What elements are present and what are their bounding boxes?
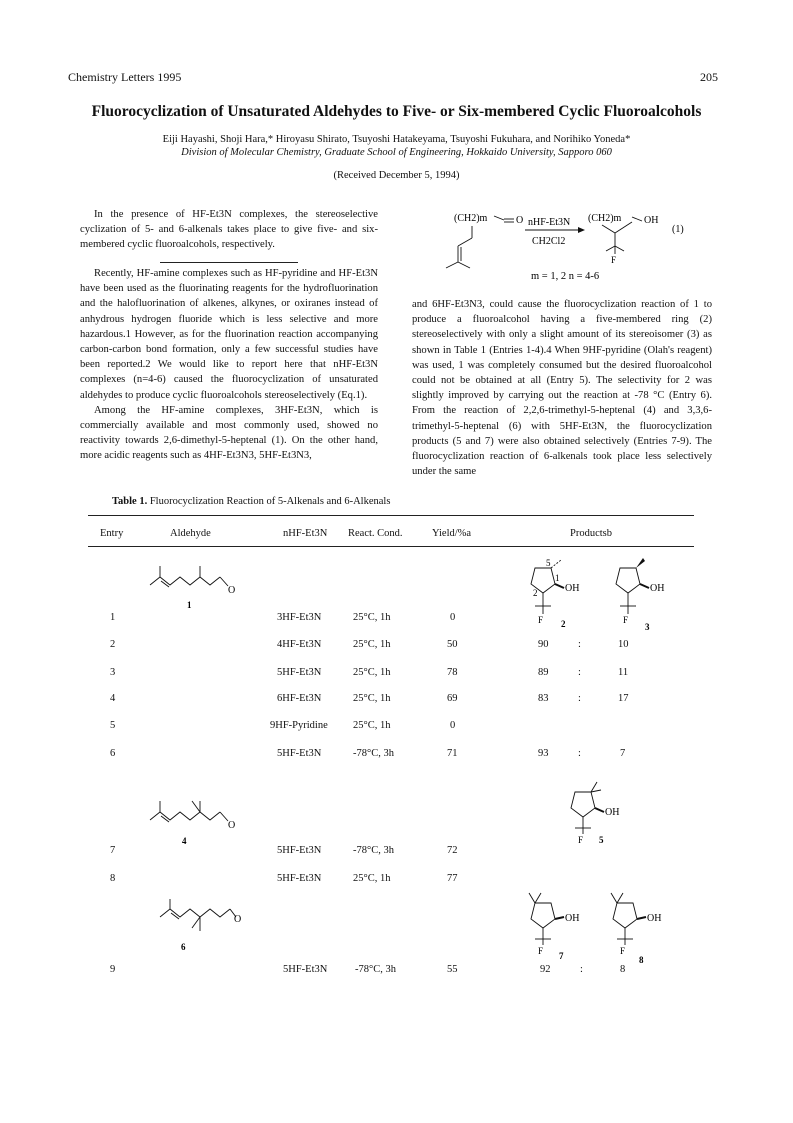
row-entry: 1	[110, 612, 116, 623]
abstract-text: In the presence of HF-Et3N complexes, the stereoselective cyclization of 5- and 6-alkenals takes place to give five- and six-membered cyclic fluoroalcohols, respectively.	[80, 209, 378, 251]
row-conditions: 25°C, 1h	[353, 612, 391, 623]
row-yield: 78	[447, 667, 458, 678]
row-yield: 0	[450, 720, 456, 731]
aldehyde-1-structure	[140, 560, 240, 612]
row-yield: 77	[447, 873, 458, 884]
article-title: Fluorocyclization of Unsaturated Aldehydes to Five- or Six-membered Cyclic Fluoroalcohols	[91, 103, 702, 120]
col-header-yield: Yield/%a	[432, 528, 472, 539]
pos-label-2: 2	[533, 588, 538, 598]
col-header-conditions: React. Cond.	[348, 528, 403, 539]
oh-label-8: OH	[647, 913, 662, 924]
row-ratio-minor: 7	[620, 748, 626, 759]
paragraph-1: Recently, HF-amine complexes such as HF-pyridine and HF-Et3N have been used as the fluorinating reagents for the hydrofluorination and the halofluorination of alkenes, alkynes, or oxiranes instead of anhydrous hydrogen fluoride which is less selective and more hazardous.1 However, as for the fluorination reaction accompanying carbon-carbon bond formation, only a few successful studies have been reported.2 We would like to report here that nHF-Et3N complexes (n=4-6) caused the fluorocyclization of unsaturated aldehydes to produce cyclic fluoroalcohols stereoselectively (Eq.1).	[80, 268, 378, 401]
row-ratio-major: 89	[538, 667, 549, 678]
row-reagent: 4HF-Et3N	[277, 639, 322, 650]
row-yield: 55	[447, 964, 458, 975]
row-entry: 8	[110, 873, 116, 884]
row-yield: 72	[447, 845, 458, 856]
compound-label-1: 1	[187, 600, 192, 610]
row-ratio-major: 83	[538, 693, 549, 704]
row-entry: 7	[110, 845, 116, 856]
row-ratio-colon: :	[578, 667, 581, 678]
pos-label-1: 1	[555, 573, 560, 583]
row-entry: 2	[110, 639, 116, 650]
row-reagent: 6HF-Et3N	[277, 693, 322, 704]
compound-label-5: 5	[599, 835, 604, 844]
row-entry: 3	[110, 667, 116, 678]
row-entry: 9	[110, 964, 116, 975]
page-number: 205	[700, 70, 718, 84]
row-ratio-major: 92	[540, 964, 551, 975]
row-ratio-minor: 11	[618, 667, 629, 678]
prod-hydroxyl: OH	[644, 215, 659, 226]
row-reagent: 5HF-Et3N	[277, 873, 322, 884]
row-ratio-colon: :	[578, 639, 581, 650]
row-conditions: 25°C, 1h	[353, 873, 391, 884]
row-reagent: 5HF-Et3N	[277, 748, 322, 759]
received-date: (Received December 5, 1994)	[333, 170, 460, 181]
affiliation: Division of Molecular Chemistry, Graduate School of Engineering, Hokkaido University, Sapporo 060	[181, 147, 612, 158]
row-conditions: -78°C, 3h	[353, 748, 394, 759]
col-header-entry: Entry	[100, 528, 124, 539]
aldehyde-6-structure	[150, 895, 250, 953]
equation-conditions: m = 1, 2 n = 4-6	[531, 271, 600, 282]
row-reagent: 5HF-Et3N	[277, 667, 322, 678]
col-header-products: Productsb	[570, 528, 612, 539]
compound-label-2: 2	[561, 619, 566, 629]
aldehyde-oxygen: O	[228, 585, 236, 596]
row-conditions: -78°C, 3h	[353, 845, 394, 856]
row-conditions: 25°C, 1h	[353, 639, 391, 650]
row-entry: 6	[110, 748, 116, 759]
f-label-3: F	[623, 615, 629, 625]
row-conditions: 25°C, 1h	[353, 720, 391, 731]
compound-label-8: 8	[639, 955, 644, 963]
f-label-7: F	[538, 946, 544, 956]
row-reagent: 3HF-Et3N	[277, 612, 322, 623]
journal-header: Chemistry Letters 1995	[68, 70, 182, 84]
row-conditions: 25°C, 1h	[353, 693, 391, 704]
right-column-body	[412, 297, 712, 479]
row-ratio-major: 93	[538, 748, 549, 759]
products-2-3-structures	[515, 548, 695, 632]
aldehyde-oxygen: O	[228, 820, 236, 831]
f-label-2: F	[538, 615, 544, 625]
row-ratio-colon: :	[578, 693, 581, 704]
prod-fluorine: F	[611, 255, 617, 265]
table-caption-text: Fluorocyclization Reaction of 5-Alkenals and 6-Alkenals	[149, 496, 391, 507]
oh-label-7: OH	[565, 913, 580, 924]
oh-label-2: OH	[565, 583, 580, 594]
row-reagent: 9HF-Pyridine	[270, 720, 328, 731]
abstract	[80, 207, 378, 253]
row-entry: 5	[110, 720, 116, 731]
compound-label-3: 3	[645, 622, 650, 632]
col-header-reagent: nHF-Et3N	[283, 528, 328, 539]
eq-solvent: CH2Cl2	[532, 236, 566, 247]
row-conditions: -78°C, 3h	[355, 964, 396, 975]
f-label-5: F	[578, 835, 584, 844]
row-yield: 0	[450, 612, 456, 623]
compound-label-4: 4	[182, 836, 187, 846]
row-yield: 69	[447, 693, 458, 704]
paragraph-3: and 6HF-Et3N3, could cause the fluorocyclization reaction of 1 to produce a fluoroalcohol having a five-membered ring (2) stereoselectively with only a slight amount of its stereoisomer (3) as shown in Table 1 (Entries 1-4).4 When 9HF-pyridine (Olah's reagent) was used, 1 was completely consumed but the desired fluoroalcohol could not be obtained at all (Entry 5). The selectivity for 2 was slightly improved by carrying out the reaction at -78 °C (Entry 6). From the reaction of 2,2,6-trimethyl-5-heptenal (4) and 3,3,6-trimethyl-5-heptenal (6) with 5HF-Et3N, the fluorocyclization products (5 and 7) were also obtained selectively (Entries 7-9). The fluorocyclization reaction of 6-alkenals took place less selectively under the same	[412, 299, 712, 478]
prod-chain-label: (CH2)m	[588, 213, 622, 224]
equation-number: (1)	[672, 224, 684, 235]
col-header-aldehyde: Aldehyde	[170, 528, 211, 539]
table-top-rule	[88, 515, 694, 516]
compound-label-6: 6	[181, 942, 186, 952]
row-yield: 50	[447, 639, 458, 650]
row-ratio-major: 90	[538, 639, 549, 650]
row-reagent: 5HF-Et3N	[283, 964, 328, 975]
row-yield: 71	[447, 748, 458, 759]
f-label-8: F	[620, 946, 626, 956]
row-ratio-colon: :	[580, 964, 583, 975]
eq-reagent: nHF-Et3N	[528, 217, 571, 228]
row-ratio-minor: 10	[618, 639, 629, 650]
aldehyde-4-structure	[140, 790, 240, 848]
row-entry: 4	[110, 693, 116, 704]
left-column-body	[80, 266, 378, 464]
equation-1-scheme	[410, 200, 710, 290]
row-conditions: 25°C, 1h	[353, 667, 391, 678]
abstract-divider	[160, 262, 298, 263]
products-7-8-structures	[515, 875, 695, 963]
sm-oxygen: O	[516, 215, 524, 226]
row-reagent: 5HF-Et3N	[277, 845, 322, 856]
row-ratio-minor: 8	[620, 964, 626, 975]
compound-label-7: 7	[559, 951, 564, 961]
row-ratio-minor: 17	[618, 693, 629, 704]
oh-label-5: OH	[605, 807, 620, 818]
paragraph-2: Among the HF-amine complexes, 3HF-Et3N, which is commercially available and most commonly used, showed no reactivity towards 2,6-dimethyl-5-heptenal (1). On the other hand, more acidic reagents such as 4HF-Et3N3, 5HF-Et3N3,	[80, 404, 378, 462]
oh-label-3: OH	[650, 583, 665, 594]
table-header-rule	[88, 546, 694, 547]
aldehyde-oxygen: O	[234, 914, 242, 925]
table-caption	[112, 496, 390, 507]
pos-label-5: 5	[546, 558, 551, 568]
sm-chain-label: (CH2)m	[454, 213, 488, 224]
row-ratio-colon: :	[578, 748, 581, 759]
table-caption-label: Table 1.	[112, 496, 148, 507]
authors: Eiji Hayashi, Shoji Hara,* Hiroyasu Shirato, Tsuyoshi Hatakeyama, Tsuyoshi Fukuhara, and Norihiko Yoneda*	[162, 134, 631, 145]
product-5-structure	[555, 778, 635, 844]
